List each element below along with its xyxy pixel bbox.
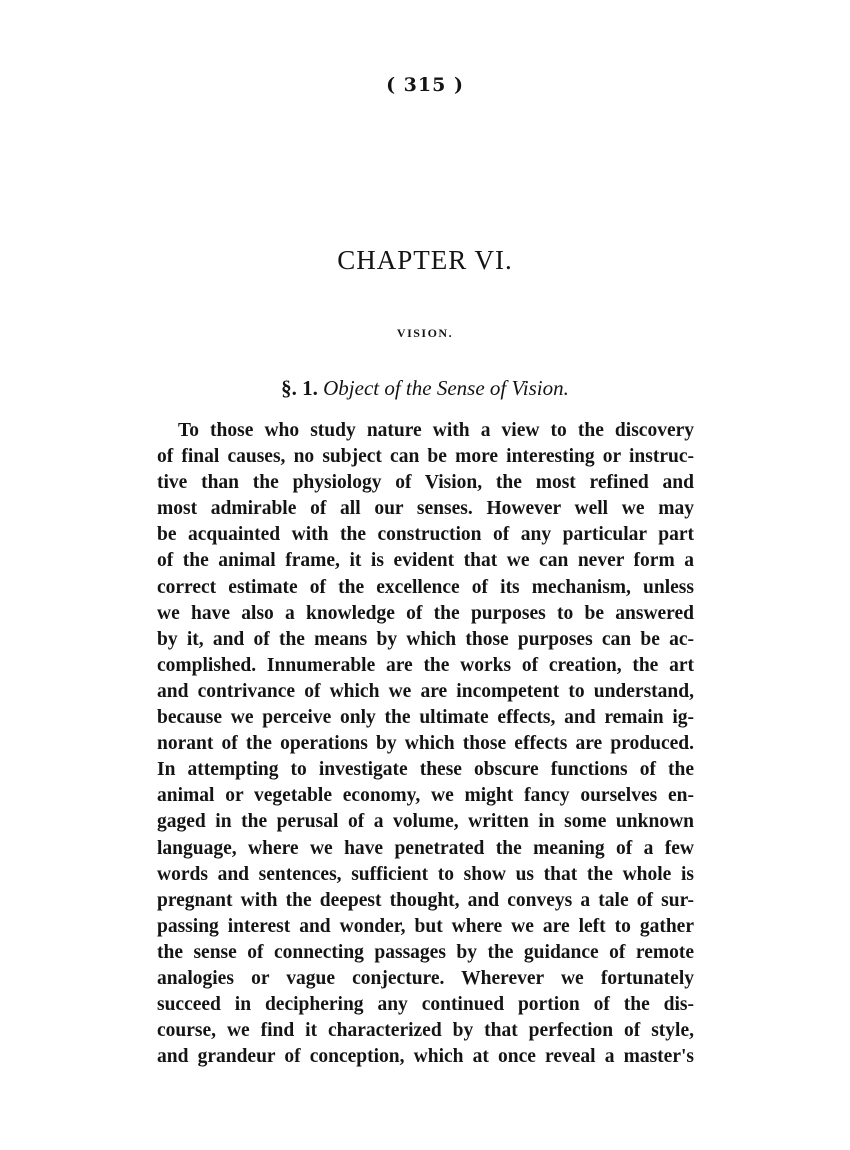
section-number: §. 1. — [281, 376, 318, 400]
text-line: passing interest and wonder, but where we are left to gather — [157, 915, 694, 937]
text-line: by it, and of the means by which those purposes can be ac- — [157, 628, 694, 650]
text-line: succeed in deciphering any continued portion of the dis- — [157, 994, 694, 1016]
text-line: To those who study nature with a view to the discovery — [178, 420, 694, 441]
text-line: and grandeur of conception, which at once reveal a master's — [157, 1046, 694, 1068]
page-number: ( 315 ) — [386, 74, 464, 96]
text-line: course, we find it characterized by that perfection of style, — [157, 1020, 694, 1042]
text-line: analogies or vague conjecture. Wherever we fortunately — [157, 967, 694, 989]
section-heading — [0, 376, 850, 401]
text-line: the sense of connecting passages by the guidance of remote — [157, 941, 694, 963]
text-line: and contrivance of which we are incompetent to understand, — [157, 680, 694, 702]
text-line: because we perceive only the ultimate effects, and remain ig- — [157, 707, 694, 729]
text-line: words and sentences, sufficient to show us that the whole is — [157, 863, 694, 885]
chapter-title: CHAPTER VI. — [337, 245, 513, 275]
text-line: tive than the physiology of Vision, the most refined and — [157, 472, 694, 494]
text-line: norant of the operations by which those effects are produced. — [157, 733, 694, 755]
text-line: pregnant with the deepest thought, and conveys a tale of sur- — [157, 889, 694, 911]
text-line: animal or vegetable economy, we might fancy ourselves en- — [157, 785, 694, 807]
text-line: most admirable of all our senses. However well we may — [157, 498, 694, 520]
text-line: language, where we have penetrated the meaning of a few — [157, 837, 694, 859]
text-line: of the animal frame, it is evident that we can never form a — [157, 550, 694, 572]
text-line: be acquainted with the construction of any particular part — [157, 524, 694, 546]
section-title: Object of the Sense of Vision. — [323, 376, 569, 400]
body-paragraph — [157, 418, 694, 1070]
text-line: complished. Innumerable are the works of creation, the art — [157, 654, 694, 676]
text-line: of final causes, no subject can be more interesting or instruc- — [157, 446, 694, 468]
text-line: gaged in the perusal of a volume, written in some unknown — [157, 811, 694, 833]
text-line: correct estimate of the excellence of its mechanism, unless — [157, 576, 694, 598]
text-line: In attempting to investigate these obscure functions of the — [157, 759, 694, 781]
text-line: we have also a knowledge of the purposes to be answered — [157, 602, 694, 624]
chapter-subject: VISION. — [396, 326, 454, 340]
